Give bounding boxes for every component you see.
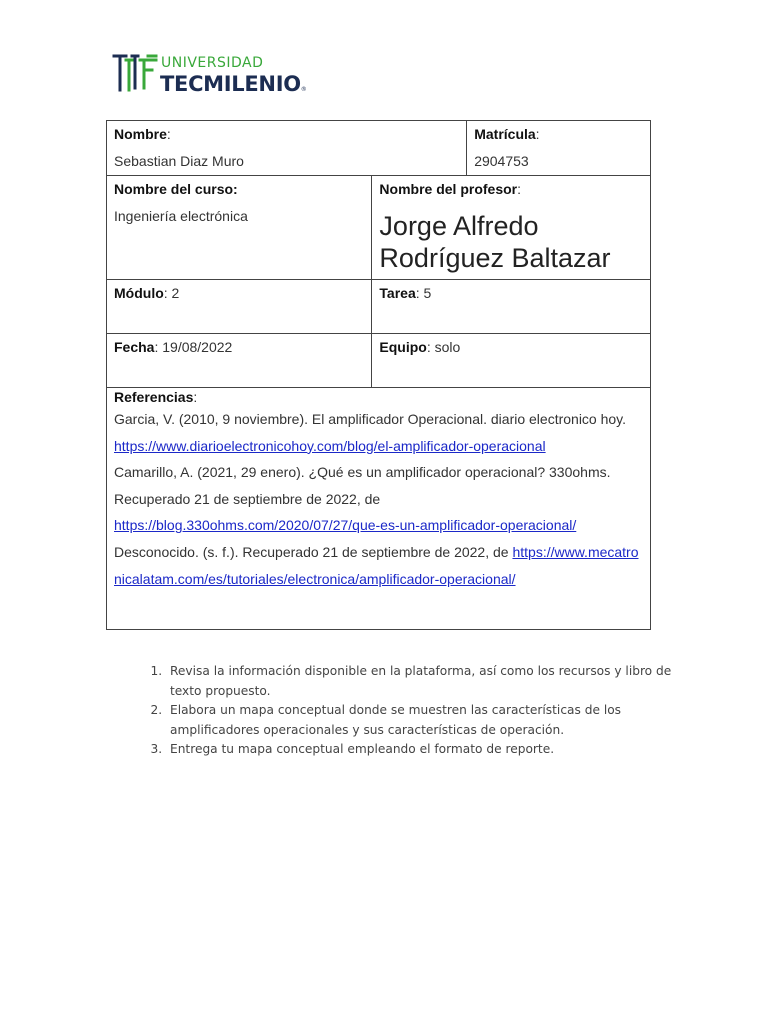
nombre-label: Nombre: [114, 126, 167, 142]
reference-text: Desconocido. (s. f.). Recuperado 21 de septiembre de 2022, de: [114, 543, 513, 560]
university-logo: [112, 52, 312, 96]
equipo-label: Equipo: [379, 339, 427, 355]
instruction-item: 2. Elabora un mapa conceptual donde se muestren las características de los amplificadores operacionales y sus características de operación.: [166, 701, 706, 740]
instruction-item: 3. Entrega tu mapa conceptual empleando el formato de reporte.: [166, 740, 706, 760]
referencias-label: Referencias: [114, 389, 194, 405]
curso-label: Nombre del curso:: [114, 181, 238, 197]
cell-nombre: Nombre: Sebastian Diaz Muro: [107, 121, 467, 176]
instruction-item: 1. Revisa la información disponible en la plataforma, así como los recursos y libro de texto propuesto.: [166, 662, 706, 701]
tecmilenio-emblem-icon: [112, 52, 158, 92]
modulo-value: 2: [171, 285, 180, 301]
cell-modulo: Módulo: 2: [107, 280, 372, 334]
cell-equipo: Equipo: solo: [372, 334, 651, 388]
cell-profesor: Nombre del profesor: Jorge Alfredo Rodríguez Baltazar: [372, 176, 651, 280]
reference-link[interactable]: https://www.mecatronicalatam.com/es/tutoriales/electronica/amplificador-operacional/: [114, 543, 639, 587]
profesor-value-line1: Jorge Alfredo: [379, 211, 539, 241]
reference-text: Garcia, V. (2010, 9 noviembre). El amplificador Operacional. diario electronico hoy.: [114, 411, 627, 427]
student-info-table: [106, 120, 651, 630]
logo-line-tecmilenio: [160, 72, 306, 96]
registered-mark: ®: [300, 86, 307, 93]
curso-value: Ingeniería electrónica: [114, 208, 248, 224]
reference-link[interactable]: https://www.diarioelectronicohoy.com/blog/el-amplificador-operacional: [114, 437, 546, 454]
cell-tarea: Tarea: 5: [372, 280, 651, 334]
cell-referencias: Referencias: Garcia, V. (2010, 9 noviembre). El amplificador Operacional. diario electronico hoy. https://www.diarioelectronicohoy.com/blog/el-amplificador-operacional Camarillo, A. (2021, 29 enero). ¿Qué es un amplificador operacional? 330ohms. Recuperado 21 de septiembre de 2022, de https://blog.330ohms.com/2020/07/27/que-es-un-amplificador-operacional/ Desconocido. (s. f.). Recuperado 21 de septiembre de 2022, de https://www.mecatronicalatam.com/es/tutoriales/electronica/amplificador-operacional/: [107, 388, 651, 630]
instructions-list: [120, 662, 706, 760]
reference-item: [114, 459, 643, 539]
reference-item: [114, 539, 643, 592]
reference-item: [114, 406, 643, 459]
references-list: [114, 406, 643, 592]
matricula-label: Matrícula: [474, 126, 536, 142]
tarea-value: 5: [423, 285, 432, 301]
cell-curso: [107, 176, 372, 280]
profesor-value-line2: Rodríguez Baltazar: [379, 243, 611, 273]
equipo-value: solo: [434, 339, 461, 355]
logo-line-university: UNIVERSIDAD: [161, 55, 264, 71]
nombre-value: Sebastian Diaz Muro: [114, 153, 244, 169]
logo-name: TECMILENIO: [160, 72, 301, 96]
reference-link[interactable]: https://blog.330ohms.com/2020/07/27/que-es-un-amplificador-operacional/: [114, 517, 577, 534]
modulo-label: Módulo: [114, 285, 164, 301]
tarea-label: Tarea: [379, 285, 416, 301]
fecha-value: 19/08/2022: [162, 339, 233, 355]
reference-text: Camarillo, A. (2021, 29 enero). ¿Qué es un amplificador operacional? 330ohms. Recuperado 21 de septiembre de 2022, de: [114, 464, 611, 507]
fecha-label: Fecha: [114, 339, 155, 355]
matricula-value: 2904753: [474, 153, 529, 169]
cell-matricula: Matrícula: 2904753: [467, 121, 651, 176]
cell-fecha: Fecha: 19/08/2022: [107, 334, 372, 388]
profesor-label: Nombre del profesor: [379, 181, 518, 197]
